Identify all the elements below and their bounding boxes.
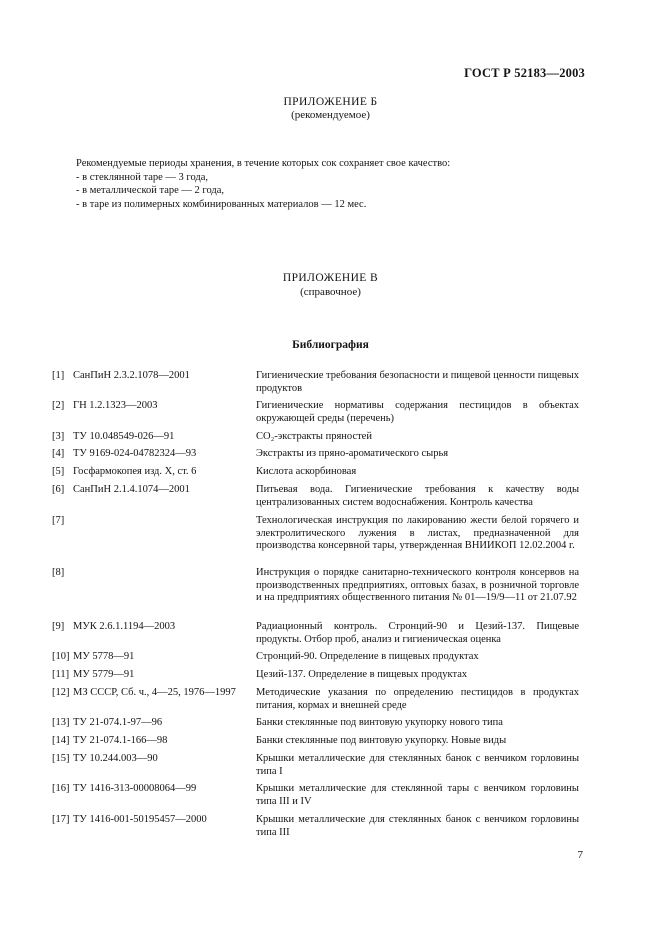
entry-number: [11] [52,669,70,680]
entry-reference: ТУ 21-074.1-97—96 [73,717,163,728]
entry-number: [4] [52,448,65,459]
page-number: 7 [577,849,583,861]
entry-number: [13] [52,717,70,728]
entry-description: Гигиенические нормативы содержания пестицидов в объектах окружающей среды (перечень) [256,400,579,424]
entry-description: Крышки металлические для стеклянных банок с венчиком горловины типа I [256,753,579,777]
entry-description: Крышки металлические для стеклянной тары с венчиком горловины типа III и IV [256,783,579,807]
entry-number: [8] [52,567,65,578]
appendix-b-title: ПРИЛОЖЕНИЕ Б [283,96,378,108]
entry-reference: МЗ СССР, Сб. ч., 4—25, 1976—1997 [73,687,236,698]
entry-description: Кислота аскорбиновая [256,466,357,477]
entry-number: [1] [52,370,65,381]
entry-reference: ТУ 10.048549-026—91 [73,431,175,442]
entry-number: [2] [52,400,65,411]
entry-reference: ТУ 1416-313-00008064—99 [73,783,197,794]
entry-number: [15] [52,753,70,764]
entry-reference: СанПиН 2.3.2.1078—2001 [73,370,190,381]
entry-reference: ТУ 10.244.003—90 [73,753,158,764]
appendix-b-subtitle: (рекомендуемое) [291,109,370,121]
entry-description: Стронций-90. Определение в пищевых продуктах [256,651,479,662]
appendix-c-title: ПРИЛОЖЕНИЕ В [282,272,379,284]
storage-periods-intro: Рекомендуемые периоды хранения, в течение которых сок сохраняет свое качество: [76,158,451,169]
entry-reference: ГН 1.2.1323—2003 [73,400,158,411]
entry-description: Банки стеклянные под винтовую укупорку нового типа [256,717,503,728]
entry-reference: СанПиН 2.1.4.1074—2001 [73,484,190,495]
appendix-c-subtitle: (справочное) [300,286,361,298]
document-code-header: ГОСТ Р 52183—2003 [464,66,585,80]
entry-reference: ТУ 21-074.1-166—98 [73,735,168,746]
entry-number: [7] [52,515,65,526]
entry-number: [16] [52,783,70,794]
entry-description: Экстракты из пряно-ароматического сырья [256,448,449,459]
entry-description: Крышки металлические для стеклянных банок с венчиком горловины типа III [256,814,579,838]
entry-number: [17] [52,814,70,825]
storage-period-item: - в металлической таре — 2 года, [76,185,225,196]
entry-description: Методические указания по определению пестицидов в продуктах питания, кормах и внешней среде [256,687,579,711]
entry-description: Технологическая инструкция по лакированию жести белой горячего и электролитического лужения в листах, предназначенной для производства консервной тары, утвержденная ВНИИКОП 12.02.2004 г. [256,515,579,552]
entry-reference: МУ 5779—91 [73,669,135,680]
entry-description: Гигиенические требования безопасности и пищевой ценности пищевых продуктов [256,370,579,394]
entry-reference: МУК 2.6.1.1194—2003 [73,621,176,632]
entry-description: CO₂-экстракты пряностей [256,431,372,442]
storage-periods-block [76,157,596,211]
entry-number: [3] [52,431,65,442]
entry-description: Цезий-137. Определение в пищевых продуктах [256,669,468,680]
bibliography-title: Библиография [292,339,369,351]
entry-number: [14] [52,735,70,746]
storage-period-item: - в стеклянной таре — 3 года, [76,171,209,183]
entry-description: Инструкция о порядке санитарно-технического контроля консервов на производственных предприятиях, оптовых базах, в розничной торговле и на предприятиях общественного питания № 01—19/9—11 от 21.07.92 [256,567,579,604]
entry-number: [9] [52,621,65,632]
entry-description: Питьевая вода. Гигиенические требования к качеству воды централизованных систем водоснабжения. Контроль качества [256,484,579,508]
entry-number: [5] [52,466,65,477]
entry-reference: МУ 5778—91 [73,651,135,662]
entry-reference: ТУ 1416-001-50195457—2000 [73,814,207,825]
entry-description: Банки стеклянные под винтовую укупорку. Новые виды [256,735,507,746]
entry-number: [12] [52,687,70,698]
entry-reference: Госфармокопея изд. X, ст. 6 [73,466,197,477]
entry-description: Радиационный контроль. Стронций-90 и Цезий-137. Пищевые продукты. Отбор проб, анализ и гигиеническая оценка [256,621,579,645]
storage-period-item: - в таре из полимерных комбинированных материалов — 12 мес. [76,198,367,210]
entry-reference: ТУ 9169-024-04782324—93 [73,448,197,459]
entry-number: [10] [52,651,70,662]
entry-number: [6] [52,484,65,495]
